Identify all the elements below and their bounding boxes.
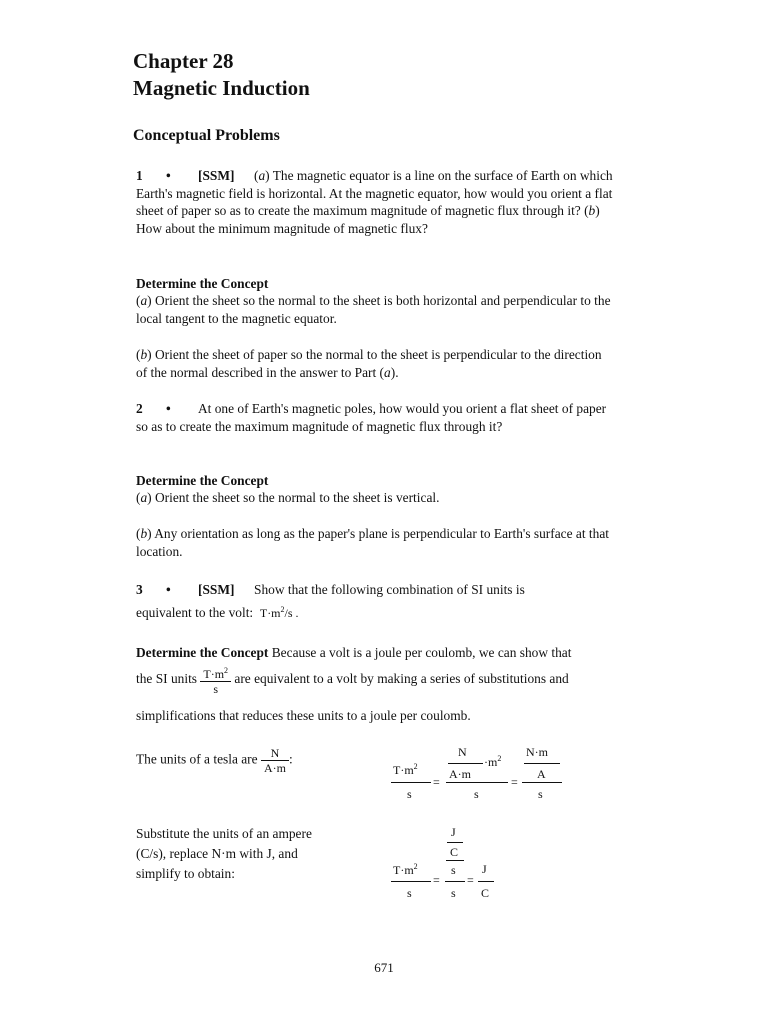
eq1-mid-denominator: s bbox=[474, 787, 479, 801]
problem-text-b: How about the minimum magnitude of magnetic flux? bbox=[136, 220, 428, 236]
part-label: a bbox=[258, 168, 266, 183]
problem-number: 3 bbox=[136, 582, 143, 597]
eq2-mid-j: J bbox=[451, 825, 456, 839]
eq1-mid-inner-den: A·m bbox=[449, 767, 471, 781]
part-ref: a bbox=[384, 364, 391, 380]
problem-text: Show that the following combination of SI units is bbox=[254, 582, 525, 597]
tesla-line: The units of a tesla are $\frac{N}{A\cdot m}$ : bbox=[136, 746, 293, 775]
solution-text: The units of a tesla are bbox=[136, 751, 258, 767]
unit-expression: $T\cdot m^2/s$ . bbox=[259, 605, 299, 620]
problem-number: 2 bbox=[136, 401, 143, 416]
answer-text: Orient the sheet of paper so the normal to the sheet is perpendicular to the direction of the normal described in the answer to Part ( bbox=[136, 347, 602, 380]
equals-sign: = bbox=[511, 775, 518, 789]
problem-3-line2 bbox=[136, 601, 616, 623]
difficulty-bullet: • bbox=[166, 401, 171, 416]
ssm-tag: [SSM] bbox=[198, 582, 235, 597]
part-label: b bbox=[588, 203, 596, 219]
eq2-mid-s: s bbox=[451, 863, 456, 877]
answer-text: Orient the sheet so the normal to the sheet is both horizontal and perpendicular to the local tangent to the magnetic equator. bbox=[136, 293, 611, 326]
eq2-rhs-denominator: C bbox=[481, 886, 490, 900]
step2-line1: Substitute the units of an ampere bbox=[136, 826, 312, 841]
equals-sign: = bbox=[433, 873, 440, 887]
equals-sign: = bbox=[467, 873, 474, 887]
problem-text: equivalent to the volt: bbox=[136, 605, 254, 620]
solution-heading: Determine the Concept bbox=[136, 473, 269, 488]
answer-text: Orient the sheet so the normal to the sheet is vertical. bbox=[154, 490, 440, 505]
eq1-rhs-inner-num: N·m bbox=[526, 745, 548, 759]
step2-line2: (C/s), replace N·m with J, and bbox=[136, 846, 298, 861]
eq1-lhs-numerator: $T\cdot m^2$ bbox=[393, 762, 418, 777]
eq1-lhs-denominator: s bbox=[407, 787, 412, 801]
problem-number: 1 bbox=[136, 168, 143, 183]
eq2-lhs-denominator: s bbox=[407, 886, 412, 900]
si-units-fraction: $\frac{T\cdot m^2}{s}$ bbox=[200, 664, 231, 696]
problem-text: At one of Earth's magnetic poles, how would you orient a flat sheet of paper so as to create the maximum magnitude of magnetic flux through it? bbox=[136, 401, 607, 434]
part-label: a bbox=[140, 293, 148, 308]
solution-heading: Determine the Concept bbox=[136, 276, 269, 291]
difficulty-bullet: • bbox=[166, 168, 171, 183]
answer-a: (a) Orient the sheet so the normal to the sheet is vertical. bbox=[136, 490, 440, 505]
part-label: b bbox=[140, 526, 148, 541]
answer-b: (b) Any orientation as long as the paper's plane is perpendicular to Earth's surface at that location. bbox=[136, 526, 609, 559]
problem-1: 1 • [SSM] (a) The magnetic equator is a line on the surface of Earth on which Earth's magnetic field is horizontal. At the magnetic equator, how would you orient a flat sheet of paper so as to create the maximum magnitude of magnetic flux through it? (b) How about the minimum magnitude of magnetic flux? bbox=[136, 168, 613, 236]
eq1-mid-inner-num: N bbox=[458, 745, 467, 759]
answer-text: Any orientation as long as the paper's plane is perpendicular to Earth's surface at that location. bbox=[136, 526, 609, 559]
eq2-mid-c: C bbox=[450, 845, 459, 859]
eq1-mid-factor: $\cdot m^2$ bbox=[484, 754, 502, 769]
solution-intro bbox=[136, 644, 616, 662]
difficulty-bullet: • bbox=[166, 582, 171, 597]
answer-a: (a) Orient the sheet so the normal to the sheet is both horizontal and perpendicular to the local tangent to the magnetic equator. bbox=[136, 293, 611, 326]
step2-line3: simplify to obtain: bbox=[136, 866, 235, 881]
si-units-line bbox=[136, 664, 616, 696]
eq1-rhs-inner-den: A bbox=[537, 767, 546, 781]
solution-text: the SI units bbox=[136, 671, 198, 687]
page-number: 671 bbox=[374, 960, 394, 975]
part-label: a bbox=[140, 490, 148, 505]
answer-tail: ). bbox=[390, 364, 399, 380]
ssm-tag: [SSM] bbox=[198, 168, 235, 183]
solution-text: Because a volt is a joule per coulomb, we can show that bbox=[271, 645, 572, 660]
eq2-mid-denominator: s bbox=[451, 886, 456, 900]
answer-b: (b) Orient the sheet of paper so the normal to the sheet is perpendicular to the direction of the normal described in the answer to Part (a). bbox=[136, 347, 602, 380]
solution-heading: Determine the Concept bbox=[136, 645, 269, 660]
equals-sign: = bbox=[433, 775, 440, 789]
eq2-lhs-numerator: $T\cdot m^2$ bbox=[393, 862, 418, 877]
solution-text: are equivalent to a volt by making a series of substitutions and bbox=[234, 671, 569, 687]
chapter-number: Chapter 28 bbox=[133, 49, 234, 73]
solution-text-3: simplifications that reduces these units to a joule per coulomb. bbox=[136, 708, 471, 723]
tesla-fraction: $\frac{N}{A\cdot m}$ bbox=[261, 746, 289, 775]
problem-text-a: The magnetic equator is a line on the surface of Earth on which Earth's magnetic field is horizontal. At the magnetic equator, how would you orient a flat sheet of paper so as to create the maximum magnitude of magnetic flux through it? bbox=[136, 168, 613, 219]
eq1-rhs-denominator: s bbox=[538, 787, 543, 801]
section-heading: Conceptual Problems bbox=[133, 127, 280, 144]
chapter-title: Magnetic Induction bbox=[133, 76, 310, 100]
part-label: b bbox=[140, 347, 148, 362]
eq2-rhs-numerator: J bbox=[482, 862, 487, 876]
problem-2 bbox=[136, 400, 616, 435]
problem-3 bbox=[136, 581, 616, 599]
